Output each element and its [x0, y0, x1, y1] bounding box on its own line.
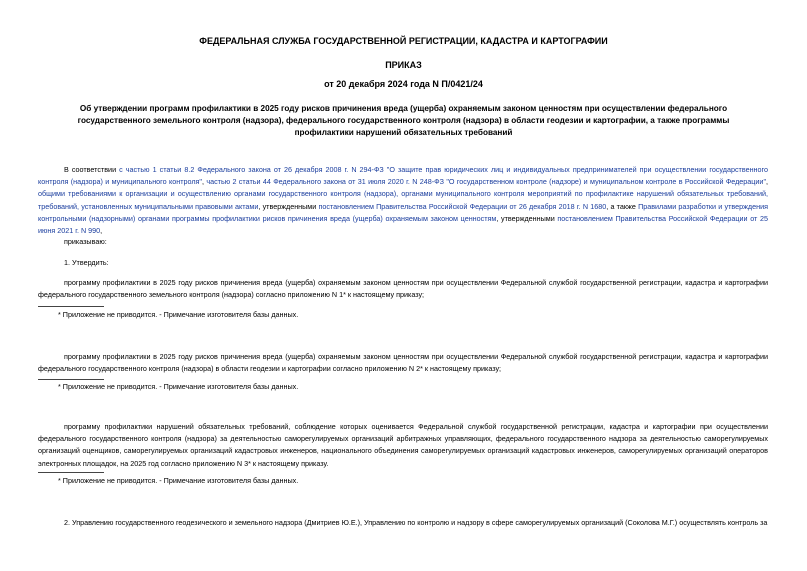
rules-link[interactable]: Правилами разработки и утверждения контрольными (надзорными) органами программы профилактики рисков причинения вреда (ущерба) охраняемым законом ценностям: [38, 201, 768, 223]
footnote-1: * Приложение не приводится. - Примечание изготовителя базы данных.: [58, 310, 299, 319]
document-date-number: от 20 декабря 2024 года N П/0421/24: [324, 79, 483, 89]
title-line-2: государственного земельного контроля (надзора), федерального государственного контроля (надзора) в области геодезии и картографии, а также программы: [77, 116, 730, 125]
general-requirements-link[interactable]: общими требованиями к организации и осуществлению органами государственного контроля (надзора), органами муниципального контроля мероприятий по профилактике нарушений обязательных требований, требований, установленных муниципальными правовыми актами: [38, 189, 768, 211]
preamble-text: ,: [100, 226, 103, 236]
agency-name: ФЕДЕРАЛЬНАЯ СЛУЖБА ГОСУДАРСТВЕННОЙ РЕГИСТРАЦИИ, КАДАСТРА И КАРТОГРАФИИ: [199, 36, 608, 46]
program-2: программу профилактики в 2025 году рисков причинения вреда (ущерба) охраняемым законом ценностям при осуществлении Федеральной службой государственной регистрации, кадастра и картографии федерального государственного контроля (надзора) в области геодезии и картографии согласно приложению N 2* к настоящему приказу;: [38, 352, 768, 374]
preamble-paragraph: [38, 164, 768, 237]
law-294-fz-link[interactable]: с частью 1 статьи 8.2 Федерального закона от 26 декабря 2008 г. N 294-ФЗ "О защите прав юридических лиц и индивидуальных предпринимателей при осуществлении государственного контроля (надзора) и муниципального контроля": [38, 165, 768, 187]
footnote-3: * Приложение не приводится. - Примечание изготовителя базы данных.: [58, 476, 299, 485]
footnote-separator: [38, 306, 104, 307]
resolution-1680-link[interactable]: постановлением Правительства Российской Федерации от 26 декабря 2018 г. N 1680: [318, 201, 607, 211]
program-3: программу профилактики нарушений обязательных требований, соблюдение которых оценивается Федеральной службой государственной регистрации, кадастра и картографии при осуществлении федерального государственного контроля (надзора) за деятельностью саморегулируемых организаций арбитражных управляющих, федерального государственного надзора за деятельностью саморегулируемых организаций оценщиков, саморегулируемых организаций кадастровых инженеров, национального объединения саморегулируемых организаций кадастровых инженеров, саморегулируемых организаций операторов электронных площадок, на 2025 год согласно приложению N 3* к настоящему приказу.: [38, 422, 768, 468]
law-248-fz-link[interactable]: частью 2 статьи 44 Федерального закона от 31 июля 2020 г. N 248-ФЗ "О государственном контроле (надзоре) и муниципальном контроле в Российской Федерации": [206, 177, 767, 187]
preamble-text: ,: [766, 177, 769, 187]
document-type: ПРИКАЗ: [385, 60, 422, 70]
title-line-3: профилактики нарушений обязательных требований: [294, 128, 513, 137]
title-line-1: Об утверждении программ профилактики в 2025 году рисков причинения вреда (ущерба) охраняемым законом ценностям при осуществлении федерального: [79, 104, 728, 113]
footnote-2: * Приложение не приводится. - Примечание изготовителя базы данных.: [58, 382, 299, 391]
footnote-separator: [38, 472, 104, 473]
resolution-990-link[interactable]: постановлением Правительства Российской Федерации от 25 июня 2021 г. N 990: [38, 213, 769, 236]
footnote-separator: [38, 379, 104, 380]
item-2: 2. Управлению государственного геодезического и земельного надзора (Дмитриев Ю.Е.), Управлению по контролю и надзору в сфере саморегулируемых организаций (Соколова М.Г.) осуществлять контроль за: [64, 518, 768, 527]
item-1: 1. Утвердить:: [64, 258, 109, 267]
preamble-text: ,: [201, 177, 207, 187]
preamble-text: В соответствии: [64, 165, 120, 174]
program-1: программу профилактики в 2025 году рисков причинения вреда (ущерба) охраняемым законом ценностям при осуществлении Федеральной службой государственной регистрации, кадастра и картографии федерального государственного земельного контроля (надзора) согласно приложению N 1* к настоящему приказу;: [38, 278, 768, 300]
preamble-text: , а также: [606, 201, 639, 211]
preamble-text: , утвержденными: [496, 213, 558, 223]
preamble-text: , утвержденными: [258, 201, 319, 211]
orders-label: приказываю:: [64, 237, 107, 246]
